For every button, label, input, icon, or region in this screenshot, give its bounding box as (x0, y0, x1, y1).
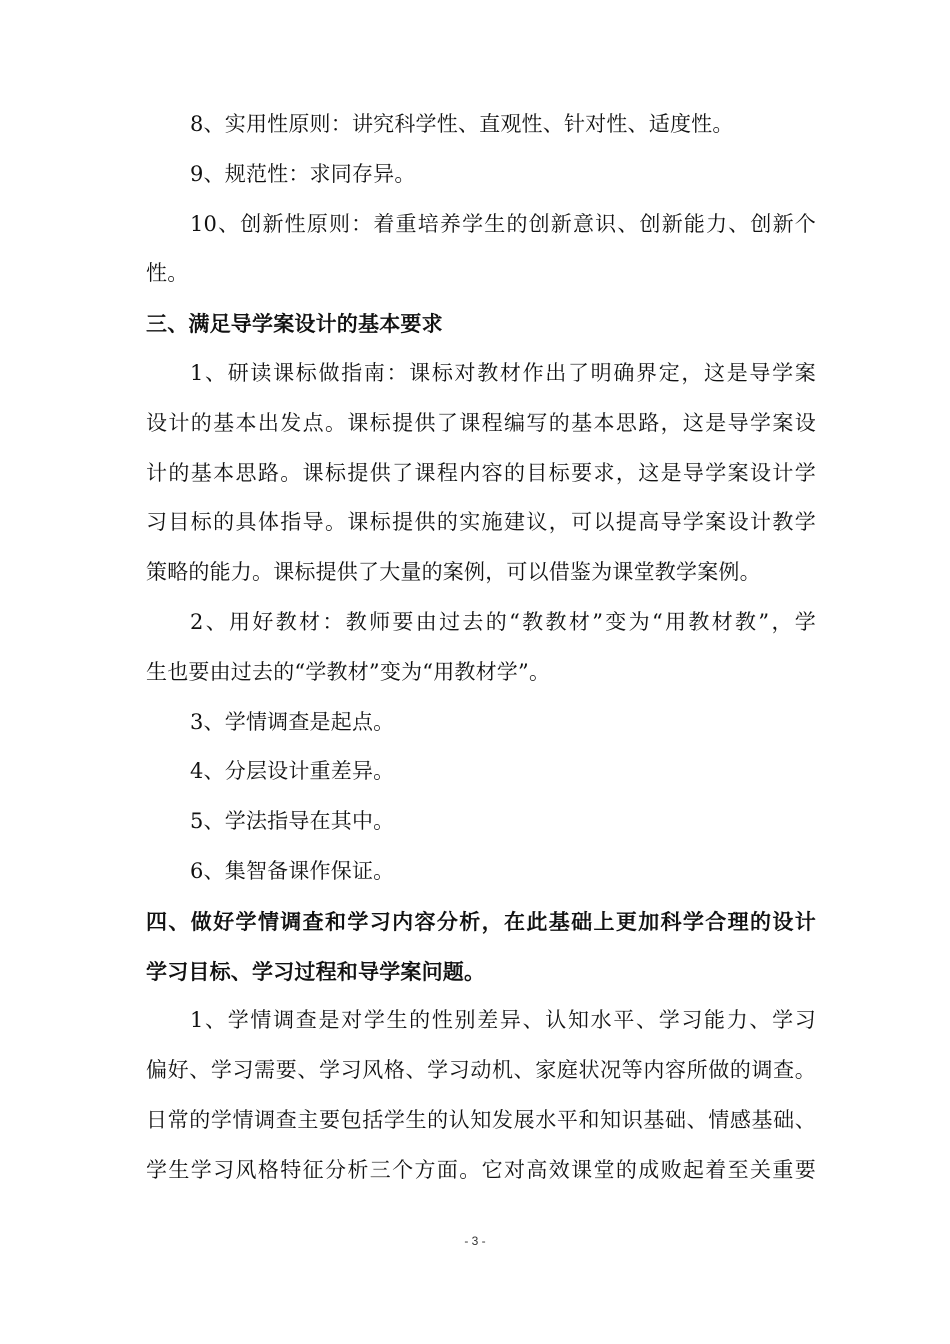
paragraph-line-3: 10、创新性原则：着重培养学生的创新意识、创新能力、创新个 (190, 211, 816, 236)
paragraph-line-2: 9、规范性：求同存异。 (190, 161, 416, 186)
paragraph-line-7: 设计的基本出发点。课标提供了课程编写的基本思路，这是导学案设 (146, 410, 816, 435)
paragraph-line-1: 8、实用性原则：讲究科学性、直观性、针对性、适度性。 (190, 112, 734, 136)
section-heading-4-line-2: 学习目标、学习过程和导学案问题。 (146, 958, 486, 984)
paragraph-line-21: 日常的学情调查主要包括学生的认知发展水平和知识基础、情感基础、 (146, 1107, 816, 1132)
paragraph-line-19: 1、学情调查是对学生的性别差异、认知水平、学习能力、学习 (190, 1008, 816, 1033)
paragraph-line-15: 5、学法指导在其中。 (190, 809, 395, 834)
paragraph-line-4: 性。 (146, 261, 189, 286)
section-heading-3: 三、满足导学案设计的基本要求 (146, 311, 443, 337)
paragraph-line-13: 3、学情调查是起点。 (190, 709, 395, 734)
paragraph-line-10: 策略的能力。课标提供了大量的案例，可以借鉴为课堂教学案例。 (146, 560, 761, 585)
paragraph-line-9: 习目标的具体指导。课标提供的实施建议，可以提高导学案设计教学 (146, 510, 816, 535)
paragraph-line-16: 6、集智备课作保证。 (190, 858, 395, 883)
section-heading-4-line-1: 四、做好学情调查和学习内容分析，在此基础上更加科学合理的设计 (146, 908, 816, 934)
paragraph-line-20: 偏好、学习需要、学习风格、学习动机、家庭状况等内容所做的调查。 (146, 1058, 816, 1083)
paragraph-line-22: 学生学习风格特征分析三个方面。它对高效课堂的成败起着至关重要 (146, 1157, 816, 1182)
paragraph-line-11: 2、用好教材：教师要由过去的“教教材”变为“用教材教”，学 (190, 609, 816, 634)
paragraph-line-14: 4、分层设计重差异。 (190, 759, 395, 784)
page-number: - 3 - (464, 1234, 486, 1248)
paragraph-line-6: 1、研读课标做指南：课标对教材作出了明确界定，这是导学案 (190, 360, 816, 385)
document-body (146, 100, 816, 1196)
paragraph-line-12: 生也要由过去的“学教材”变为“用教材学”。 (146, 659, 551, 684)
paragraph-line-8: 计的基本思路。课标提供了课程内容的目标要求，这是导学案设计学 (146, 460, 816, 485)
